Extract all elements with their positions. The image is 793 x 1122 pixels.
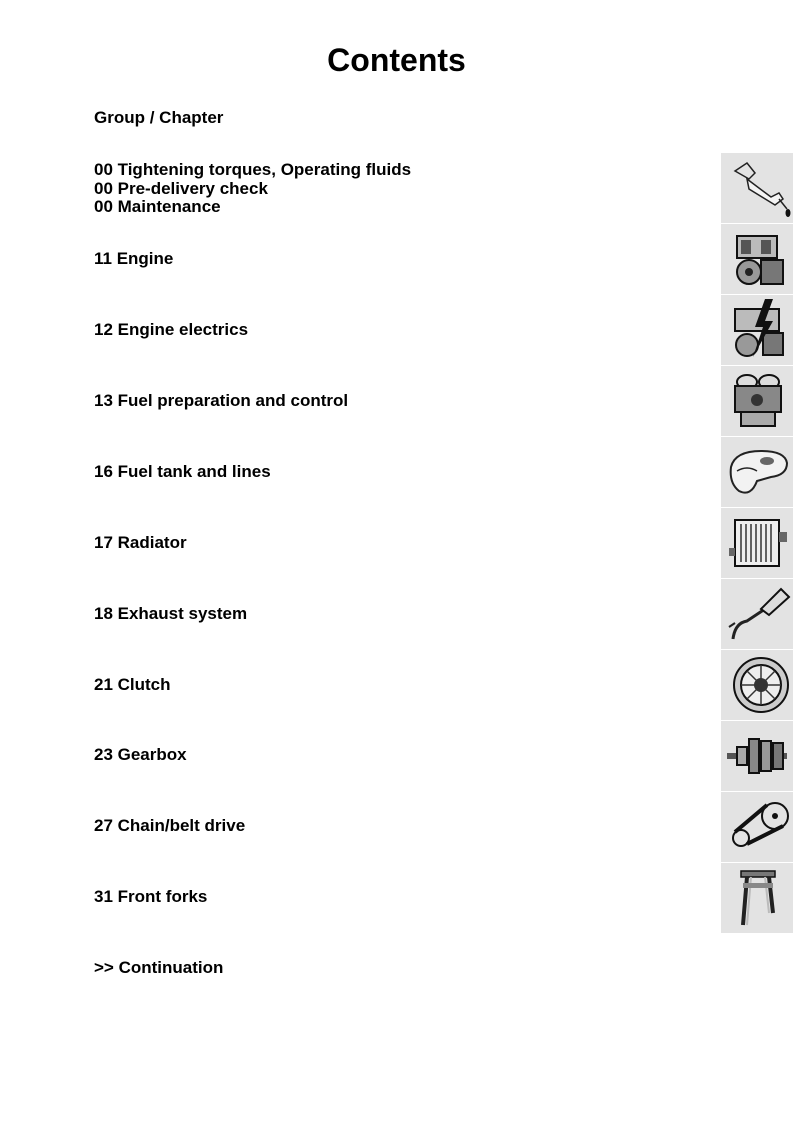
radiator-icon (721, 508, 793, 578)
continuation-link[interactable]: >> Continuation (94, 958, 224, 977)
toc-link-engine[interactable]: 11 Engine (94, 249, 174, 268)
tab-group-27[interactable] (721, 792, 793, 863)
engine-icon (721, 224, 793, 294)
exhaust-icon (721, 579, 793, 649)
toc-group-21 (94, 676, 171, 695)
tab-group-31[interactable] (721, 863, 793, 934)
chain-drive-icon (721, 792, 793, 862)
toc-group-13 (94, 392, 348, 411)
tab-group-00[interactable] (721, 153, 793, 224)
tab-group-12[interactable] (721, 295, 793, 366)
page-title: Contents (327, 42, 466, 78)
toc-link-maintenance[interactable]: 00 Maintenance (94, 197, 221, 216)
toc-group-12 (94, 321, 248, 340)
engine-electrics-icon (721, 295, 793, 365)
toc-group-17 (94, 534, 187, 553)
toc-group-31 (94, 888, 207, 907)
toc-link-tightening-torques[interactable]: 00 Tightening torques, Operating fluids (94, 160, 412, 179)
toc-link-gearbox[interactable]: 23 Gearbox (94, 745, 187, 764)
toc-link-radiator[interactable]: 17 Radiator (94, 533, 187, 552)
front-forks-icon (721, 863, 793, 933)
tab-group-13[interactable] (721, 366, 793, 437)
toc-group-00 (94, 161, 411, 217)
toc-link-exhaust-system[interactable]: 18 Exhaust system (94, 604, 248, 623)
toc-group-23 (94, 746, 187, 765)
toc-link-chain-belt-drive[interactable]: 27 Chain/belt drive (94, 816, 246, 835)
toc-link-pre-delivery-check[interactable]: 00 Pre-delivery check (94, 178, 268, 198)
clutch-icon (721, 650, 793, 720)
toc-link-fuel-tank[interactable]: 16 Fuel tank and lines (94, 462, 271, 481)
throttle-body-icon (721, 366, 793, 436)
tab-group-16[interactable] (721, 437, 793, 508)
gearbox-icon (721, 721, 793, 791)
fuel-tank-icon (721, 437, 793, 507)
oil-can-icon (721, 153, 793, 223)
toc-link-engine-electrics[interactable]: 12 Engine electrics (94, 320, 249, 339)
toc-link-clutch[interactable]: 21 Clutch (94, 675, 171, 694)
tab-group-11[interactable] (721, 224, 793, 295)
tab-group-18[interactable] (721, 579, 793, 650)
toc-link-fuel-preparation[interactable]: 13 Fuel preparation and control (94, 391, 349, 410)
toc-group-27 (94, 817, 245, 836)
toc-group-16 (94, 463, 271, 482)
toc-group-18 (94, 605, 247, 624)
tab-group-21[interactable] (721, 650, 793, 721)
toc-group-11 (94, 250, 173, 269)
column-heading: Group / Chapter (94, 108, 224, 127)
toc-link-front-forks[interactable]: 31 Front forks (94, 887, 208, 906)
tab-group-17[interactable] (721, 508, 793, 579)
tab-group-23[interactable] (721, 721, 793, 792)
